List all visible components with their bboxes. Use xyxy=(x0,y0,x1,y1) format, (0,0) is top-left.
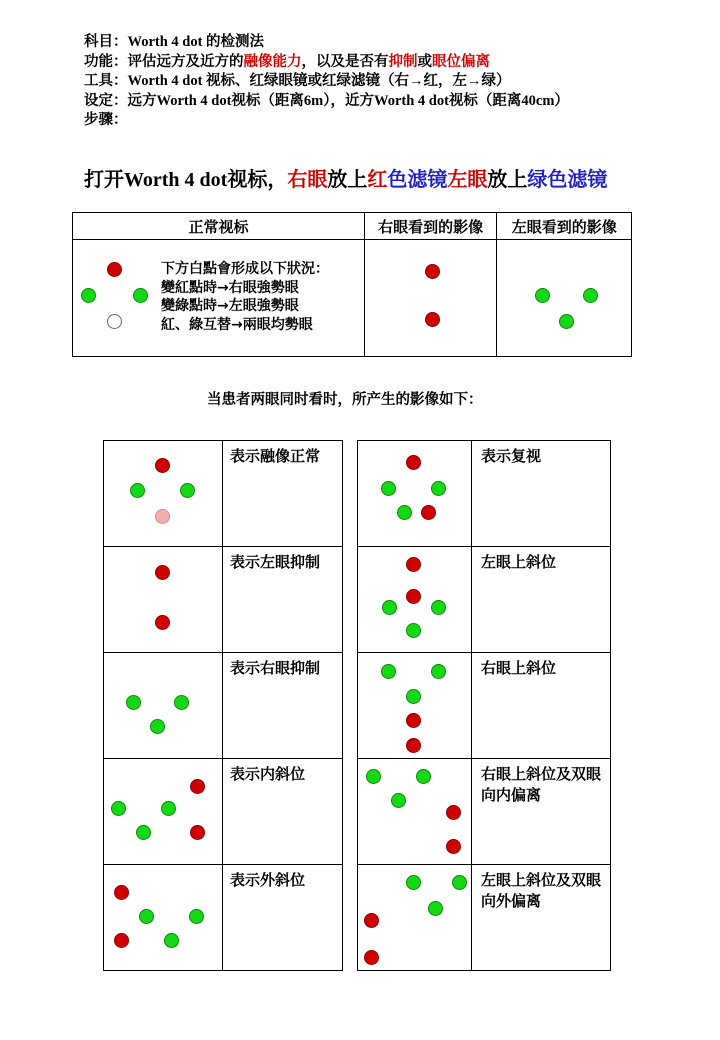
row-4-left-dot-4 xyxy=(136,825,151,840)
row-1-left-label: 表示融像正常 xyxy=(223,441,343,547)
left-eye-dot-1 xyxy=(535,288,550,303)
table1-header-row xyxy=(73,213,632,240)
row-2-right-dot-3 xyxy=(382,600,397,615)
row-3-left-label: 表示右眼抑制 xyxy=(223,653,343,759)
row-1-left-dot-4 xyxy=(155,509,170,524)
table-row xyxy=(104,865,611,971)
left-eye-dots xyxy=(497,240,631,356)
normal-target-table xyxy=(72,212,632,357)
row-4-right-dot-3 xyxy=(391,793,406,808)
row-1-right-label: 表示复视 xyxy=(472,441,611,547)
row-3-left-dot-3 xyxy=(150,719,165,734)
row-1-left-dot-2 xyxy=(130,483,145,498)
header-text-segment: 或 xyxy=(417,53,432,70)
row-5-right-dot-3 xyxy=(428,901,443,916)
legend-line-3: 變綠點時→左眼強勢眼 xyxy=(161,298,299,314)
normal-target-legend xyxy=(161,260,329,334)
row-2-left-dot-1 xyxy=(155,565,170,580)
row-3-left-diagram xyxy=(104,653,223,759)
title-segment: 绿色滤镜 xyxy=(527,169,608,191)
title-segment: 放上 xyxy=(327,169,368,191)
row-3-right-dot-4 xyxy=(406,713,421,728)
row-5-left-label: 表示外斜位 xyxy=(223,865,343,971)
title-segment: 右眼 xyxy=(287,169,328,191)
normal-target-dot-1 xyxy=(107,262,122,277)
header-text-segment: 设定：远方Worth 4 dot视标（距离6m），近方Worth 4 dot视标（距离40cm） xyxy=(84,92,569,109)
row-3-right-dot-3 xyxy=(406,689,421,704)
page-title xyxy=(84,163,607,192)
right-eye-dot-2 xyxy=(425,312,440,327)
row-1-left-diagram xyxy=(104,441,223,547)
right-eye-dot-1 xyxy=(425,264,440,279)
left-eye-dot-2 xyxy=(583,288,598,303)
normal-target-dots xyxy=(73,240,364,356)
row-3-right-dot-2 xyxy=(431,664,446,679)
row-1-right-dot-4 xyxy=(397,505,412,520)
row-5-left-dot-1 xyxy=(114,885,129,900)
header-line-5 xyxy=(84,111,644,131)
left-eye-dot-3 xyxy=(559,314,574,329)
cell-right-eye-image xyxy=(364,240,497,357)
title-segment: 红 xyxy=(367,169,388,191)
row-4-left-dot-1 xyxy=(190,779,205,794)
table-row xyxy=(104,441,611,547)
row-5-left-dot-4 xyxy=(114,933,129,948)
row-1-right-diagram xyxy=(358,441,472,547)
row-4-left-diagram xyxy=(104,759,223,865)
header-text-segment: 工具：Worth 4 dot 视标、红绿眼镜或红绿滤镜（右→红，左→绿） xyxy=(84,73,511,89)
right-eye-dots xyxy=(365,240,497,356)
row-2-left-dot-2 xyxy=(155,615,170,630)
row-2-right-dot-1 xyxy=(406,557,421,572)
header-left-eye-image: 左眼看到的影像 xyxy=(497,213,632,240)
row-5-right-dot-1 xyxy=(406,875,421,890)
row-2-right-dot-5 xyxy=(406,623,421,638)
normal-target-dot-3 xyxy=(133,288,148,303)
row-4-left-dot-3 xyxy=(161,801,176,816)
row-4-right-dot-5 xyxy=(446,839,461,854)
binocular-results-table xyxy=(103,440,611,971)
row-1-right-dot-3 xyxy=(431,481,446,496)
header-line-3 xyxy=(84,72,644,92)
row-4-right-dot-1 xyxy=(366,769,381,784)
row-4-spacer xyxy=(343,759,358,865)
row-1-right-dot-2 xyxy=(381,481,396,496)
row-1-right-dot-1 xyxy=(406,455,421,470)
row-5-left-diagram xyxy=(104,865,223,971)
row-3-spacer xyxy=(343,653,358,759)
row-2-right-label: 左眼上斜位 xyxy=(472,547,611,653)
header-text-segment: 眼位偏离 xyxy=(432,53,490,70)
row-2-spacer xyxy=(343,547,358,653)
header-line-1 xyxy=(84,33,644,53)
legend-line-1: 下方白點會形成以下狀況： xyxy=(161,261,329,277)
row-1-left-dot-1 xyxy=(155,458,170,473)
row-5-right-diagram xyxy=(358,865,472,971)
row-3-right-dot-5 xyxy=(406,738,421,753)
row-4-right-dot-4 xyxy=(446,805,461,820)
header-normal-target: 正常视标 xyxy=(73,213,365,240)
row-1-right-dot-5 xyxy=(421,505,436,520)
row-4-left-dot-2 xyxy=(111,801,126,816)
header-line-2 xyxy=(84,53,644,73)
table1-body-row xyxy=(73,240,632,357)
row-4-left-label: 表示内斜位 xyxy=(223,759,343,865)
row-1-left-dot-3 xyxy=(180,483,195,498)
row-5-right-dot-4 xyxy=(364,913,379,928)
row-5-left-dot-5 xyxy=(164,933,179,948)
row-2-right-diagram xyxy=(358,547,472,653)
row-4-right-diagram xyxy=(358,759,472,865)
header-right-eye-image: 右眼看到的影像 xyxy=(364,213,497,240)
row-3-left-dot-1 xyxy=(126,695,141,710)
row-2-right-dot-2 xyxy=(406,589,421,604)
row-5-right-label: 左眼上斜位及双眼向外偏离 xyxy=(472,865,611,971)
row-3-left-dot-2 xyxy=(174,695,189,710)
row-2-left-label: 表示左眼抑制 xyxy=(223,547,343,653)
row-4-right-dot-2 xyxy=(416,769,431,784)
header-text-segment: 融像能力 xyxy=(243,53,302,70)
row-3-right-dot-1 xyxy=(381,664,396,679)
cell-left-eye-image xyxy=(497,240,632,357)
header-text-segment: 步骤： xyxy=(84,112,128,128)
normal-target-dot-4 xyxy=(107,314,122,329)
header-text-segment: 科目：Worth 4 dot 的检测法 xyxy=(84,34,265,50)
row-5-left-dot-2 xyxy=(139,909,154,924)
row-3-right-diagram xyxy=(358,653,472,759)
row-4-right-label: 右眼上斜位及双眼向内偏离 xyxy=(472,759,611,865)
row-5-spacer xyxy=(343,865,358,971)
header-line-4 xyxy=(84,92,644,112)
legend-line-2: 變紅點時→右眼強勢眼 xyxy=(161,279,299,296)
row-5-left-dot-3 xyxy=(189,909,204,924)
cell-normal-target xyxy=(73,240,365,357)
row-2-left-diagram xyxy=(104,547,223,653)
normal-target-dot-2 xyxy=(81,288,96,303)
header-info-block xyxy=(84,33,644,131)
title-segment: 左眼 xyxy=(447,169,488,191)
title-segment: 放上 xyxy=(487,169,528,191)
table-row xyxy=(104,759,611,865)
title-segment: 色滤镜 xyxy=(387,169,448,191)
row-3-right-label: 右眼上斜位 xyxy=(472,653,611,759)
header-text-segment: 抑制 xyxy=(388,53,418,70)
row-5-right-dot-5 xyxy=(364,950,379,965)
mid-caption: 当患者两眼同时看时，所产生的影像如下： xyxy=(207,392,483,408)
table-row xyxy=(104,653,611,759)
legend-line-4: 紅、綠互替→兩眼均勢眼 xyxy=(161,316,313,333)
header-text-segment: 功能：评估远方及近方的 xyxy=(84,53,244,70)
header-text-segment: ，以及是否有 xyxy=(301,53,389,70)
row-5-right-dot-2 xyxy=(452,875,467,890)
row-4-left-dot-5 xyxy=(190,825,205,840)
title-segment: 打开Worth 4 dot视标， xyxy=(84,169,288,191)
table-row xyxy=(104,547,611,653)
row-1-spacer xyxy=(343,441,358,547)
row-2-right-dot-4 xyxy=(431,600,446,615)
